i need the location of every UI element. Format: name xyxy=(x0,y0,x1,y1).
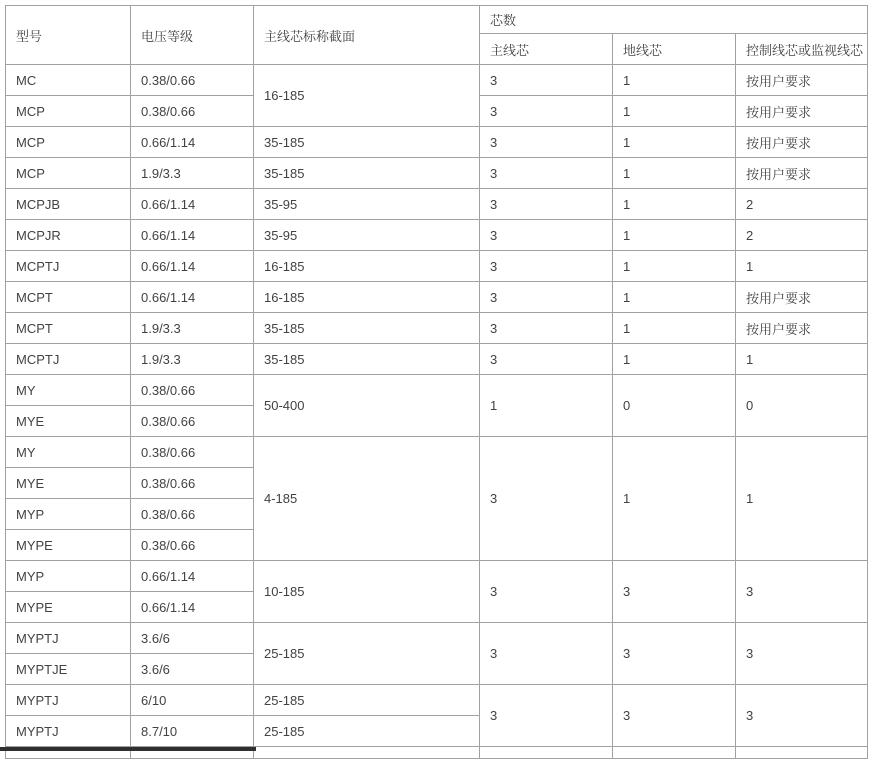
table-cell: 1 xyxy=(613,127,736,158)
table-cell: 0 xyxy=(613,375,736,437)
table-cell: 1 xyxy=(613,344,736,375)
cut-off-next-row-dark-bar xyxy=(0,747,256,751)
table-cell: 3 xyxy=(480,344,613,375)
table-cell: 0.66/1.14 xyxy=(131,251,254,282)
table-cell: 3 xyxy=(480,158,613,189)
table-cell: 3 xyxy=(613,623,736,685)
header-voltage-grade: 电压等级 xyxy=(131,6,254,65)
table-cell: MCP xyxy=(6,127,131,158)
table-cell xyxy=(254,747,480,759)
table-row xyxy=(6,344,868,375)
table-row xyxy=(6,127,868,158)
table-cell: 按用户要求 xyxy=(736,127,868,158)
table-cell: 1 xyxy=(613,220,736,251)
table-cell: 16-185 xyxy=(254,65,480,127)
table-cell xyxy=(736,747,868,759)
header-row-top xyxy=(6,6,868,34)
table-cell: 按用户要求 xyxy=(736,96,868,127)
header-core-count-group: 芯数 xyxy=(480,6,868,34)
table-cell: 0.66/1.14 xyxy=(131,282,254,313)
table-cell: MY xyxy=(6,375,131,406)
table-cell: MCPT xyxy=(6,313,131,344)
spec-table-container xyxy=(5,5,868,759)
table-cell: MYPTJE xyxy=(6,654,131,685)
table-cell: 0.66/1.14 xyxy=(131,189,254,220)
table-cell: MCPTJ xyxy=(6,344,131,375)
table-cell: 4-185 xyxy=(254,437,480,561)
table-cell: 3 xyxy=(480,189,613,220)
table-cell: 35-95 xyxy=(254,220,480,251)
table-cell: 16-185 xyxy=(254,282,480,313)
table-cell: 按用户要求 xyxy=(736,65,868,96)
table-cell: 1 xyxy=(736,344,868,375)
table-cell: MCPJR xyxy=(6,220,131,251)
table-cell: 0.38/0.66 xyxy=(131,437,254,468)
table-cell: 3 xyxy=(480,282,613,313)
table-cell: 0.66/1.14 xyxy=(131,561,254,592)
header-control-or-monitor-core: 控制线芯或监视线芯 xyxy=(736,34,868,65)
table-row xyxy=(6,561,868,592)
table-cell: 0.38/0.66 xyxy=(131,499,254,530)
table-cell: 1 xyxy=(613,158,736,189)
table-cell: 0.66/1.14 xyxy=(131,220,254,251)
table-cell: 3 xyxy=(480,623,613,685)
table-cell: 1 xyxy=(613,65,736,96)
table-cell: 0.38/0.66 xyxy=(131,406,254,437)
table-cell: 6/10 xyxy=(131,685,254,716)
table-cell: 25-185 xyxy=(254,623,480,685)
table-row xyxy=(6,282,868,313)
table-cell: 3 xyxy=(480,561,613,623)
table-cell: 3 xyxy=(480,251,613,282)
table-cell: 10-185 xyxy=(254,561,480,623)
table-row xyxy=(6,313,868,344)
cable-spec-table xyxy=(5,5,868,759)
table-cell: 3.6/6 xyxy=(131,654,254,685)
table-cell: 35-185 xyxy=(254,158,480,189)
table-cell: MYPE xyxy=(6,530,131,561)
table-cell: 0.38/0.66 xyxy=(131,375,254,406)
table-row xyxy=(6,65,868,96)
table-cell: MYE xyxy=(6,468,131,499)
table-cell: 35-95 xyxy=(254,189,480,220)
table-cell: MCPT xyxy=(6,282,131,313)
table-cell: 0.38/0.66 xyxy=(131,468,254,499)
table-cell: 3 xyxy=(480,127,613,158)
table-cell: 3 xyxy=(736,561,868,623)
table-cell: 1 xyxy=(736,437,868,561)
table-cell: MCPJB xyxy=(6,189,131,220)
table-cell: 3 xyxy=(613,685,736,747)
table-cell: 3.6/6 xyxy=(131,623,254,654)
table-cell: 25-185 xyxy=(254,685,480,716)
table-cell: MC xyxy=(6,65,131,96)
table-cell: 1 xyxy=(480,375,613,437)
table-cell: 8.7/10 xyxy=(131,716,254,747)
table-cell: 0.38/0.66 xyxy=(131,65,254,96)
header-model: 型号 xyxy=(6,6,131,65)
header-main-core: 主线芯 xyxy=(480,34,613,65)
table-cell: MYPTJ xyxy=(6,623,131,654)
table-cell: 1 xyxy=(613,437,736,561)
table-cell: 16-185 xyxy=(254,251,480,282)
table-cell: MYE xyxy=(6,406,131,437)
table-row xyxy=(6,685,868,716)
table-row xyxy=(6,220,868,251)
table-cell: 35-185 xyxy=(254,127,480,158)
table-cell: 1 xyxy=(613,282,736,313)
table-cell: 35-185 xyxy=(254,313,480,344)
table-cell: 50-400 xyxy=(254,375,480,437)
table-cell: MCP xyxy=(6,96,131,127)
table-cell: 3 xyxy=(480,437,613,561)
table-cell: 0.66/1.14 xyxy=(131,592,254,623)
table-cell: 3 xyxy=(736,623,868,685)
table-cell: MCPTJ xyxy=(6,251,131,282)
table-cell: 3 xyxy=(480,313,613,344)
table-cell: 按用户要求 xyxy=(736,158,868,189)
table-cell: 按用户要求 xyxy=(736,313,868,344)
table-cell: MYPTJ xyxy=(6,716,131,747)
table-cell: 2 xyxy=(736,189,868,220)
table-cell: 0.38/0.66 xyxy=(131,96,254,127)
table-cell: 0.66/1.14 xyxy=(131,127,254,158)
table-cell: 3 xyxy=(480,220,613,251)
table-cell: 按用户要求 xyxy=(736,282,868,313)
table-cell xyxy=(480,747,613,759)
table-cell: 3 xyxy=(480,685,613,747)
table-cell: 1.9/3.3 xyxy=(131,344,254,375)
table-cell: 35-185 xyxy=(254,344,480,375)
table-cell: 0 xyxy=(736,375,868,437)
table-cell: MYP xyxy=(6,561,131,592)
table-cell: 1 xyxy=(613,251,736,282)
table-body xyxy=(6,65,868,759)
table-cell: MYPE xyxy=(6,592,131,623)
table-row xyxy=(6,437,868,468)
table-row xyxy=(6,158,868,189)
table-cell: MYPTJ xyxy=(6,685,131,716)
table-row xyxy=(6,623,868,654)
table-cell: 2 xyxy=(736,220,868,251)
table-cell: 0.38/0.66 xyxy=(131,530,254,561)
table-cell: MCP xyxy=(6,158,131,189)
table-cell: 1.9/3.3 xyxy=(131,313,254,344)
table-cell: 3 xyxy=(480,96,613,127)
table-cell: 1.9/3.3 xyxy=(131,158,254,189)
table-cell: 1 xyxy=(613,189,736,220)
header-main-core-cross-section: 主线芯标称截面 xyxy=(254,6,480,65)
table-cell xyxy=(613,747,736,759)
table-cell: 3 xyxy=(613,561,736,623)
table-cell: MY xyxy=(6,437,131,468)
table-cell: MYP xyxy=(6,499,131,530)
header-ground-core: 地线芯 xyxy=(613,34,736,65)
table-row xyxy=(6,375,868,406)
table-row xyxy=(6,189,868,220)
table-cell: 3 xyxy=(480,65,613,96)
table-cell: 3 xyxy=(736,685,868,747)
table-cell: 1 xyxy=(613,313,736,344)
table-cell: 25-185 xyxy=(254,716,480,747)
table-row xyxy=(6,251,868,282)
table-cell: 1 xyxy=(736,251,868,282)
table-cell: 1 xyxy=(613,96,736,127)
table-header xyxy=(6,6,868,65)
